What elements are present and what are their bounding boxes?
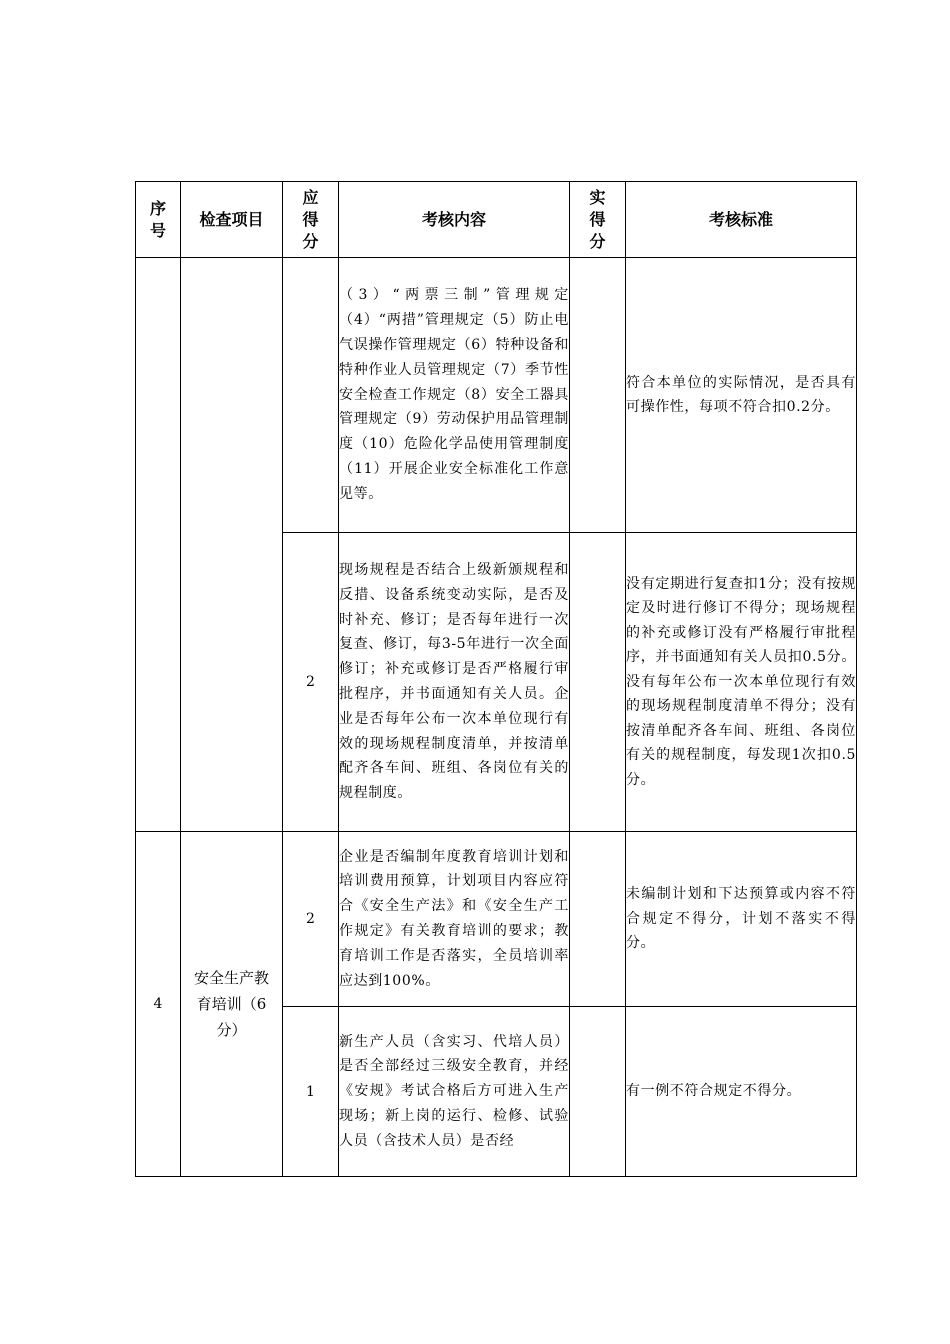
- seq-cell: 4: [136, 832, 181, 1177]
- actual-score-cell: [570, 832, 626, 1007]
- actual-score-cell: [570, 258, 626, 533]
- standard-cell: 符合本单位的实际情况，是否具有可操作性，每项不符合扣0.2分。: [626, 258, 857, 533]
- score-cell: [283, 258, 339, 533]
- standard-cell: 未编制计划和下达预算或内容不符合规定不得分，计划不落实不得分。: [626, 832, 857, 1007]
- actual-score-cell: [570, 533, 626, 832]
- seq-cell: [136, 258, 181, 832]
- standard-cell: 没有定期进行复查扣1分；没有按规定及时进行修订不得分；现场规程的补充或修订没有严格履行审批程序，并书面通知有关人员扣0.5分。没有每年公布一次本单位现行有效的现场规程制度清单不得分；没有按清单配齐各车间、班组、各岗位有关的规程制度，每发现1次扣0.5分。: [626, 533, 857, 832]
- item-cell: 安全生产教育培训（6分）: [181, 832, 283, 1177]
- content-cell: 现场规程是否结合上级新颁规程和反措、设备系统变动实际，是否及时补充、修订；是否每年进行一次复查、修订，每3-5年进行一次全面修订；补充或修订是否严格履行审批程序，并书面通知有关人员。企业是否每年公布一次本单位现行有效的现场规程制度清单，并按清单配齐各车间、班组、各岗位有关的规程制度。: [339, 533, 570, 832]
- item-cell: [181, 258, 283, 832]
- header-content: 考核内容: [339, 182, 570, 258]
- content-cell: 新生产人员（含实习、代培人员）是否全部经过三级安全教育，并经《安规》考试合格后方可进入生产现场；新上岗的运行、检修、试验人员（含技术人员）是否经: [339, 1007, 570, 1177]
- content-cell: 企业是否编制年度教育培训计划和培训费用预算，计划项目内容应符合《安全生产法》和《安全生产工作规定》有关教育培训的要求；教育培训工作是否落实，全员培训率应达到100%。: [339, 832, 570, 1007]
- score-cell: 2: [283, 533, 339, 832]
- score-cell: 1: [283, 1007, 339, 1177]
- inspection-table: [135, 181, 857, 1177]
- score-cell: 2: [283, 832, 339, 1007]
- header-standard: 考核标准: [626, 182, 857, 258]
- table-row: [136, 258, 857, 533]
- table-header-row: [136, 182, 857, 258]
- header-actual-score: 实得分: [570, 182, 626, 258]
- header-max-score: 应得分: [283, 182, 339, 258]
- content-cell: （3）“两票三制”管理规定（4）“两措”管理规定（5）防止电气误操作管理规定（6）特种设备和特种作业人员管理规定（7）季节性安全检查工作规定（8）安全工器具管理规定（9）劳动保护用品管理制度（10）危险化学品使用管理制度（11）开展企业安全标准化工作意见等。: [339, 258, 570, 533]
- header-seq: 序号: [136, 182, 181, 258]
- table-row: [136, 832, 857, 1007]
- actual-score-cell: [570, 1007, 626, 1177]
- header-item: 检查项目: [181, 182, 283, 258]
- standard-cell: 有一例不符合规定不得分。: [626, 1007, 857, 1177]
